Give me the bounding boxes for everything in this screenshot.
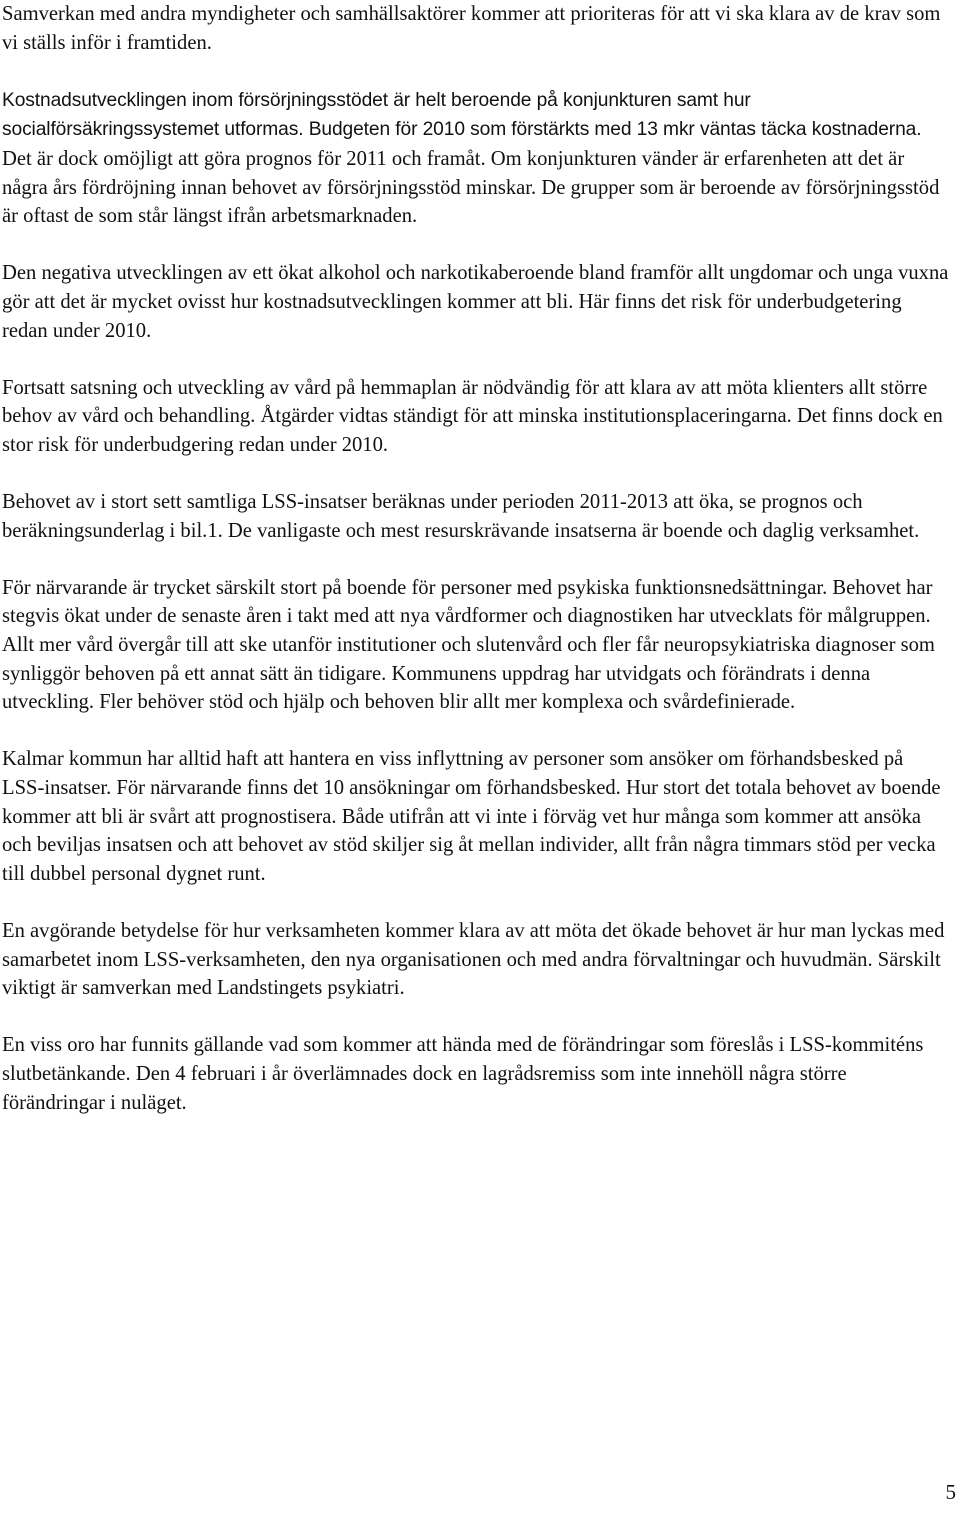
- paragraph-text: De grupper som är beroende av försörjningsstöd är oftast de som står längst ifrån arbetsmarknaden.: [2, 176, 940, 228]
- paragraph-text: Kostnadsutvecklingen inom försörjningsstödet är helt beroende på konjunkturen samt hur socialförsäkringssystemet utformas. Budgeten för 2010 som förstärkts med 13 mkr väntas täcka kostnaderna.: [2, 89, 922, 141]
- paragraph: [2, 259, 950, 345]
- paragraph: [2, 745, 950, 888]
- paragraph-text: En viss oro har funnits gällande vad som kommer att hända med de förändringar som föreslås i LSS-kommiténs slutbetänkande. Den 4 februari i år överlämnades dock en lagrådsremiss som inte innehöll några större förändringar i nuläget.: [2, 1034, 924, 1114]
- page-number: 5: [945, 1480, 956, 1504]
- paragraph-text: Samverkan med andra myndigheter och samhällsaktörer kommer att prioriteras för att vi ska klara av de krav som vi ställs inför i framtiden.: [2, 3, 941, 54]
- paragraph-text: Om konjunkturen vänder är erfarenheten att det är några års fördröjning innan behovet av försörjningsstöd minskar.: [2, 147, 905, 199]
- paragraph-text: Den negativa utvecklingen av ett ökat alkohol och narkotikaberoende bland framför allt ungdomar och unga vuxna gör att det är mycket ovisst hur kostnadsutvecklingen kommer att bli. Här finns det risk för underbudgetering redan under 2010.: [2, 262, 949, 342]
- paragraph: [2, 0, 950, 57]
- paragraph-text: En avgörande betydelse för hur verksamheten kommer klara av att möta det ökade behovet är hur man lyckas med samarbetet inom LSS-verksamheten, den nya organisationen och med andra förvaltningar och huvudmän. Särskilt viktigt är samverkan med Landstingets psykiatri.: [2, 920, 945, 1000]
- paragraph: [2, 917, 950, 1003]
- document-body: [2, 0, 950, 1146]
- paragraph: [2, 574, 950, 717]
- paragraph-text: Kalmar kommun har alltid haft att hantera en viss inflyttning av personer som ansöker om förhandsbesked på LSS-insatser. För närvarande finns det 10 ansökningar om förhandsbesked. Hur stort det totala behovet av boende kommer att bli är svårt att prognostisera. Både utifrån att vi inte i förväg vet hur många som kommer att ansöka och beviljas insatsen och att behovet av stöd skiljer sig åt mellan individer, allt från några timmars stöd per vecka till dubbel personal dygnet runt.: [2, 748, 941, 885]
- paragraph-text: Fortsatt satsning och utveckling av vård på hemmaplan är nödvändig för att klara av att möta klienters allt större behov av vård och behandling. Åtgärder vidtas ständigt för att minska institutionsplaceringarna. Det finns dock en stor risk för underbudgering redan under 2010.: [2, 376, 943, 456]
- paragraph: [2, 1031, 950, 1117]
- paragraph-text: För närvarande är trycket särskilt stort på boende för personer med psykiska funktionsnedsättningar. Behovet har stegvis ökat under de senaste åren i takt med att nya vårdformer och diagnostiken har utvecklats för målgruppen. Allt mer vård övergår till att ske utanför institutioner och slutenvård och fler får neuropsykiatriska diagnoser som synliggör behoven på ett annat sätt än tidigare. Kommunens uppdrag har utvidgats och förändrats i denna utveckling. Fler behöver stöd och hjälp och behoven blir allt mer komplexa och svårdefinierade.: [2, 576, 935, 714]
- paragraph: [2, 488, 950, 545]
- paragraph-text: Det är dock omöjligt att göra prognos för 2011 och framåt.: [2, 147, 491, 170]
- paragraph: [2, 86, 950, 231]
- paragraph-text: Behovet av i stort sett samtliga LSS-insatser beräknas under perioden 2011-2013 att öka, se prognos och beräkningsunderlag i bil.1. De vanligaste och mest resurskrävande insatserna är boende och daglig verksamhet.: [2, 491, 920, 542]
- paragraph: [2, 374, 950, 460]
